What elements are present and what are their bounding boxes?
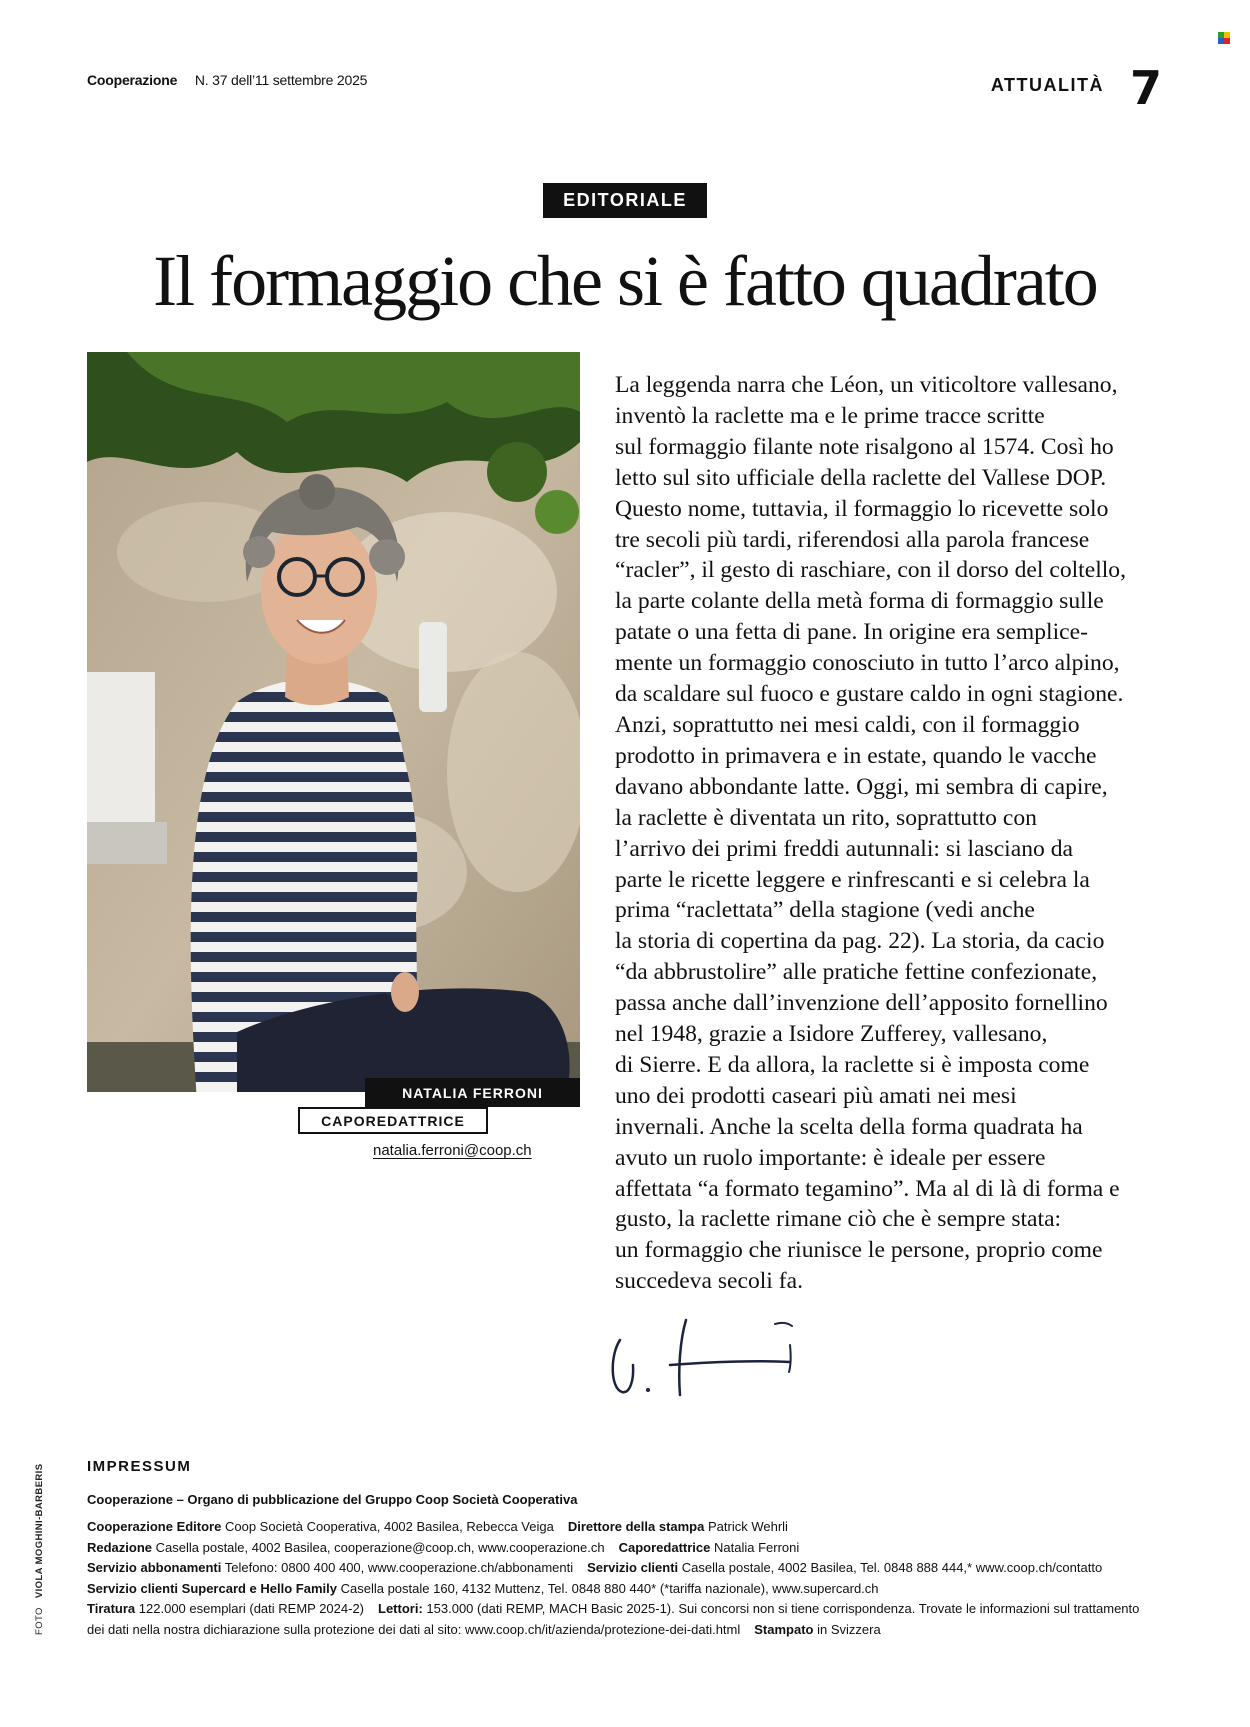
- article-headline: Il formaggio che si è fatto quadrato: [153, 241, 1097, 321]
- impressum-text: Telefono: 0800 400 400, www.cooperazione.ch/abbonamenti: [224, 1560, 574, 1575]
- article-body-line: da scaldare sul fuoco e gustare caldo in ogni stagione.: [615, 681, 1124, 708]
- article-body-line: letto sul sito ufficiale della raclette del Vallese DOP.: [615, 464, 1107, 491]
- impressum-label: Redazione: [87, 1539, 153, 1555]
- impressum-row: [87, 1620, 1177, 1641]
- article-body-line: Anzi, soprattutto nei mesi caldi, con il formaggio: [615, 711, 1080, 738]
- impressum-label: Direttore della stampa: [567, 1519, 705, 1534]
- article-body-line: parte le ricette leggere e rinfrescanti e si celebra la: [615, 866, 1090, 893]
- impressum-text: 122.000 esemplari (dati REMP 2024-2): [138, 1601, 365, 1616]
- article-body: [615, 370, 1175, 1297]
- impressum-label: Servizio clienti: [587, 1560, 679, 1575]
- article-body-line: prodotto in primavera e in estate, quando le vacche: [615, 742, 1097, 769]
- page-header-left: [87, 72, 367, 88]
- impressum-text: dei dati nella nostra dichiarazione sulla protezione dei dati al sito: www.coop.ch/it/azienda/protezione-dei-dati.html: [87, 1621, 741, 1637]
- article-body-line: avuto un ruolo importante: è ideale per essere: [615, 1144, 1046, 1171]
- impressum-text: Coop Società Cooperativa, 4002 Basilea, Rebecca Veiga: [224, 1519, 554, 1534]
- impressum-text: Casella postale, 4002 Basilea, cooperazione@coop.ch, www.cooperazione.ch: [155, 1539, 605, 1555]
- author-photo: [87, 352, 580, 1092]
- author-email-link[interactable]: natalia.ferroni@coop.ch: [373, 1142, 532, 1159]
- article-body-line: mente un formaggio conosciuto in tutto l’arco alpino,: [615, 650, 1120, 677]
- photo-credit: [34, 1464, 45, 1635]
- article-body-line: tre secoli più tardi, riferendosi alla parola francese: [615, 526, 1090, 553]
- impressum-text: 153.000 (dati REMP, MACH Basic 2025-1). Sui concorsi non si tiene corrispondenza. Trovate le informazioni sul trattamento: [426, 1601, 1140, 1616]
- article-body-line: davano abbondante latte. Oggi, mi sembra di capire,: [615, 773, 1108, 800]
- article-body-line: Questo nome, tuttavia, il formaggio lo ricevette solo: [615, 495, 1109, 522]
- article-body-line: la storia di copertina da pag. 22). La storia, da cacio: [615, 928, 1105, 955]
- impressum-text: Patrick Wehrli: [707, 1519, 788, 1534]
- article-body-line: la parte colante della metà forma di formaggio sulle: [615, 588, 1104, 615]
- article-body-line: patate o una fetta di pane. In origine era semplice-: [615, 619, 1088, 646]
- article-body-line: inventò la raclette ma e le prime tracce scritte: [615, 402, 1045, 429]
- author-name: NATALIA FERRONI: [365, 1078, 580, 1107]
- impressum-label: Servizio clienti Supercard e Hello Family: [87, 1580, 337, 1596]
- impressum-text: Casella postale 160, 4132 Muttenz, Tel. 0848 880 440* (*tariffa nazionale), www.supercard.ch: [340, 1580, 879, 1596]
- impressum-organ: Cooperazione – Organo di pubblicazione del Gruppo Coop Società Cooperativa: [87, 1492, 578, 1507]
- article-body-line: “da abbrustolire” alle pratiche fettine confezionate,: [615, 959, 1098, 986]
- author-role: CAPOREDATTRICE: [298, 1107, 488, 1134]
- article-body-line: affettata “a formato tegamino”. Ma al di là di forma e: [615, 1175, 1120, 1202]
- article-body-line: La leggenda narra che Léon, un viticoltore vallesano,: [615, 372, 1118, 398]
- article-body-line: di Sierre. E da allora, la raclette si è imposta come: [615, 1051, 1090, 1078]
- article-body-line: nel 1948, grazie a Isidore Zufferey, vallesano,: [615, 1021, 1048, 1048]
- issue-info: N. 37 dell’11 settembre 2025: [194, 72, 368, 88]
- article-body-line: “racler”, il gesto di raschiare, con il dorso del coltello,: [615, 557, 1126, 584]
- article-kicker: EDITORIALE: [543, 183, 707, 218]
- color-registration-icon: [1218, 32, 1230, 44]
- impressum-label: Cooperazione Editore: [87, 1519, 222, 1534]
- article-body-line: invernali. Anche la scelta della forma quadrata ha: [615, 1113, 1083, 1140]
- photo-credit-name: VIOLA MOGHINI-BARBERIS: [34, 1463, 45, 1599]
- article-body-line: sul formaggio filante note risalgono al 1574. Così ho: [615, 433, 1114, 460]
- article-body-line: un formaggio che riunisce le persone, proprio come: [615, 1237, 1103, 1264]
- article-body-line: gusto, la raclette rimane ciò che è sempre stata:: [615, 1206, 1062, 1233]
- page-header-right: [990, 61, 1162, 115]
- impressum-label: Caporedattrice: [618, 1539, 711, 1555]
- article-body-line: uno dei prodotti caseari più amati nei mesi: [615, 1082, 1017, 1109]
- impressum-label: Lettori:: [378, 1601, 423, 1616]
- impressum-label: Tiratura: [87, 1601, 136, 1616]
- impressum-text: in Svizzera: [817, 1621, 881, 1637]
- article-body-line: la raclette è diventata un rito, soprattutto con: [615, 804, 1037, 831]
- photo-credit-label: FOTO: [34, 1607, 45, 1635]
- impressum-label: Servizio abbonamenti: [87, 1560, 222, 1575]
- article-body-line: prima “raclettata” della stagione (vedi anche: [615, 897, 1035, 924]
- impressum-row: [87, 1579, 1177, 1600]
- impressum-label: Stampato: [754, 1621, 814, 1637]
- impressum-text: Natalia Ferroni: [714, 1539, 800, 1555]
- impressum-row: [87, 1599, 1177, 1620]
- impressum-row: [87, 1558, 1177, 1579]
- impressum-title: IMPRESSUM: [87, 1458, 192, 1475]
- impressum-text: Casella postale, 4002 Basilea, Tel. 0848 888 444,* www.coop.ch/contatto: [681, 1560, 1103, 1575]
- impressum-row: [87, 1538, 1177, 1559]
- impressum-row: [87, 1517, 1177, 1538]
- section-name: ATTUALITÀ: [990, 75, 1104, 95]
- page-number: 7: [1129, 61, 1162, 115]
- article-body-line: l’arrivo dei primi freddi autunnali: si lasciano da: [615, 835, 1073, 862]
- author-signature: [600, 1310, 810, 1400]
- publication-name: Cooperazione: [87, 72, 178, 88]
- article-body-line: succedeva secoli fa.: [615, 1268, 803, 1295]
- article-body-line: passa anche dall’invenzione dell’apposito fornellino: [615, 990, 1108, 1017]
- impressum-details: [87, 1517, 1177, 1640]
